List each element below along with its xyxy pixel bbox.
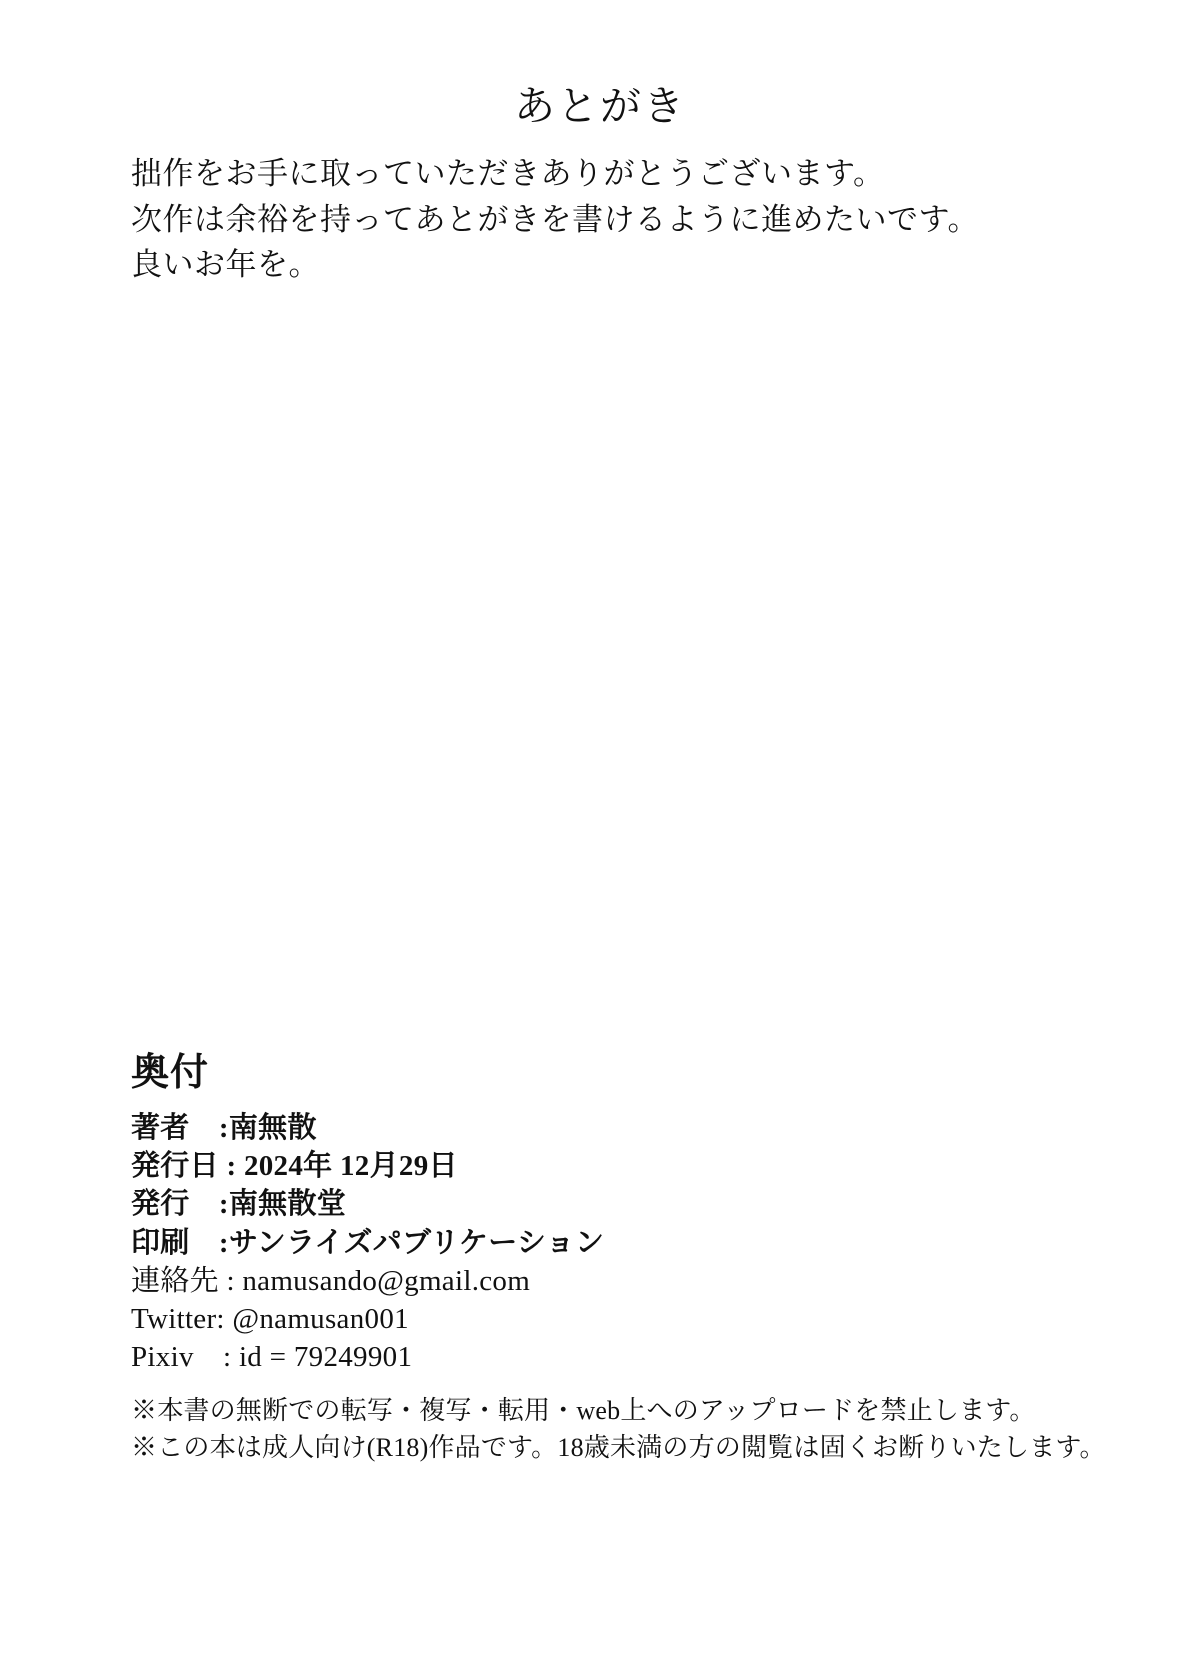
afterword-line: 次作は余裕を持ってあとがきを書けるように進めたいです。 — [131, 201, 980, 237]
colophon-section — [131, 1052, 1106, 1466]
afterword-line: 良いお年を。 — [131, 247, 320, 283]
colophon-list — [131, 1109, 1091, 1377]
colophon-title: 奥付 — [131, 1052, 210, 1094]
notice-text: ※本書の無断での転写・複写・転用・web上へのアップロードを禁止します。 — [131, 1395, 1036, 1425]
list-item: 著者 :南無散 — [131, 1111, 317, 1144]
notices-block — [131, 1393, 1106, 1467]
list-item: Pixiv : id = 79249901 — [131, 1341, 413, 1374]
afterword-title: あとがき — [514, 83, 686, 129]
afterword-line: 拙作をお手に取っていただきありがとうございます。 — [131, 156, 885, 192]
afterword-body — [0, 151, 1200, 288]
list-item: 連絡先 : namusando@gmail.com — [131, 1264, 531, 1297]
notice-text: ※この本は成人向け(R18)作品です。18歳未満の方の閲覧は固くお断りいたします。 — [131, 1432, 1106, 1462]
list-item: 発行日 : 2024年 12月29日 — [131, 1150, 458, 1183]
afterword-section — [0, 84, 1200, 288]
list-item: Twitter: @namusan001 — [131, 1303, 409, 1336]
list-item: 発行 :南無散堂 — [131, 1188, 347, 1221]
list-item: 印刷 :サンライズパブリケーション — [131, 1226, 605, 1259]
